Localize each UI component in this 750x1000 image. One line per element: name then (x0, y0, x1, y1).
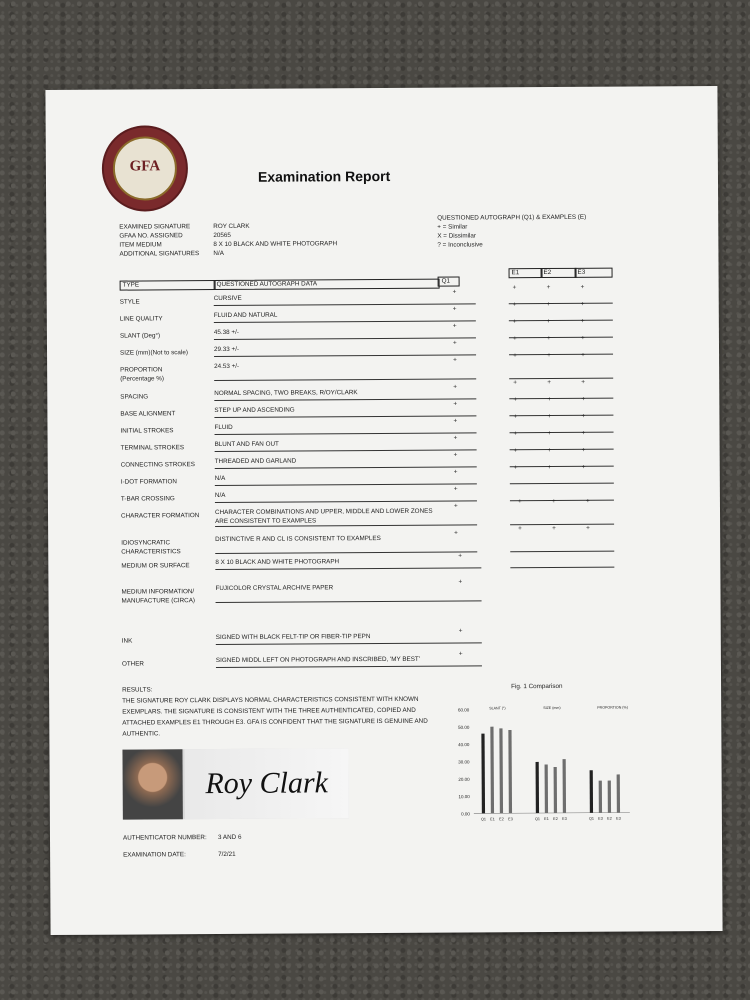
y-tick-label: 30.00 (458, 759, 470, 765)
report-page (45, 86, 722, 935)
row-underline (215, 567, 481, 570)
legend-dissimilar: X = Dissimilar (437, 232, 477, 240)
portrait-image (122, 749, 182, 819)
example-mark: + (518, 525, 522, 533)
example-mark: + (552, 524, 556, 532)
row-underline (214, 398, 476, 401)
row-value: FLUID AND NATURAL (213, 311, 278, 320)
row-label: MANUFACTURE (CIRCA) (121, 597, 196, 605)
q1-mark: + (453, 468, 458, 476)
row-value: N/A (214, 491, 226, 500)
example-mark: + (581, 351, 585, 359)
example-mark: + (581, 412, 586, 420)
bar (563, 759, 567, 813)
row-value: SIGNED MIDDL LEFT ON PHOTOGRAPH AND INSCRIBED, 'MY BEST' (215, 655, 420, 665)
example-underline (510, 483, 614, 485)
header-label: ADDITIONAL SIGNATURES (119, 250, 200, 258)
example-mark: + (581, 446, 586, 454)
example-mark: + (581, 463, 586, 471)
row-value: SIGNED WITH BLACK FELT-TIP OR FIBER-TIP PEPN (215, 633, 371, 642)
example-mark: + (580, 300, 585, 308)
row-label: INITIAL STROKES (120, 427, 174, 435)
example-underline (509, 303, 613, 305)
row-underline (214, 354, 476, 357)
e2-header: E2 (543, 268, 552, 277)
x-tick-label: E3 (598, 816, 603, 821)
example-mark: + (546, 317, 551, 326)
results-line: ATTACHED EXAMPLES E1 THROUGH E3. GFA IS CONFIDENT THAT THE SIGNATURE IS GENUINE AND (122, 717, 428, 727)
example-underline (510, 551, 614, 553)
header-value: ROY CLARK (213, 222, 250, 231)
row-value: CHARACTER COMBINATIONS AND UPPER, MIDDLE AND LOWER ZONES (214, 507, 433, 517)
row-underline (214, 415, 476, 418)
example-mark: + (513, 447, 518, 455)
example-mark: + (547, 463, 552, 471)
e3-header: E3 (577, 268, 586, 276)
comparison-chart (439, 698, 635, 839)
e1-header-cell (509, 268, 543, 278)
row-value: STEP UP AND ASCENDING (214, 406, 295, 415)
e1-header: E1 (511, 269, 520, 277)
q1-header: Q1 (441, 277, 451, 285)
exam-date-label: EXAMINATION DATE: (123, 851, 186, 859)
bar (545, 764, 548, 813)
header-label: ITEM MEDIUM (119, 241, 162, 249)
example-mark: + (513, 352, 517, 360)
example-underline (510, 524, 614, 526)
group-label: PROPORTION (%) (597, 705, 628, 710)
bar (536, 762, 540, 813)
example-mark: + (547, 412, 552, 420)
example-mark: + (513, 430, 518, 438)
example-underline (509, 337, 613, 339)
q1-mark: + (452, 305, 457, 313)
q1-mark: + (452, 339, 457, 347)
example-mark: + (581, 429, 586, 437)
authenticator-value: 3 AND 6 (217, 833, 242, 842)
x-tick-label: E1 (490, 817, 495, 822)
example-mark: + (513, 413, 518, 421)
y-tick-label: 20.00 (458, 776, 470, 782)
row-value: 29.33 +/- (213, 345, 240, 354)
q1-mark: + (453, 434, 458, 442)
q1-header-cell (438, 277, 460, 287)
row-underline (215, 432, 477, 435)
q1-mark: + (453, 485, 458, 493)
results-line: THE SIGNATURE ROY CLARK DISPLAYS NORMAL CHARACTERISTICS CONSISTENT WITH KNOWN (122, 695, 419, 705)
group-label: SIZE (mm) (543, 705, 561, 711)
chart-title: Fig. 1 Comparison (511, 682, 563, 691)
row-value: FLUID (214, 423, 233, 432)
bar (617, 774, 620, 812)
row-value: THREADED AND GARLAND (214, 457, 297, 466)
row-underline (215, 466, 477, 469)
x-tick-label: E2 (499, 817, 504, 822)
legend-title: QUESTIONED AUTOGRAPH (Q1) & EXAMPLES (E) (437, 213, 587, 222)
x-tick-label: Q1 (588, 816, 595, 821)
q1-mark: + (453, 400, 458, 408)
x-tick-label: Q1 (480, 817, 487, 822)
example-mark: + (581, 395, 586, 403)
row-label: SLANT (Deg°) (119, 332, 161, 340)
row-label: CONNECTING STROKES (120, 461, 195, 469)
q1-mark: + (454, 529, 458, 537)
row-value: NORMAL SPACING, TWO BREAKS, R/OY/CLARK (214, 389, 358, 398)
row-label: MEDIUM OR SURFACE (121, 562, 190, 570)
q1-mark: + (458, 578, 463, 586)
example-mark: + (580, 317, 585, 325)
example-mark: + (513, 464, 518, 472)
q1-mark: + (458, 627, 463, 635)
bar (481, 734, 485, 814)
q1-mark: + (453, 451, 458, 459)
q1-mark: + (458, 650, 463, 658)
seal-text: GFA (129, 158, 161, 175)
data-header: QUESTIONED AUTOGRAPH DATA (216, 280, 318, 289)
y-tick-label: 0.00 (461, 811, 470, 817)
bar (599, 781, 602, 813)
row-value: 45.38 +/- (213, 328, 239, 337)
header-value: N/A (213, 249, 224, 258)
x-tick-label: Q1 (534, 817, 541, 822)
x-tick-label: E3 (508, 817, 513, 822)
row-label: STYLE (119, 298, 140, 306)
example-mark: + (547, 429, 552, 437)
authenticator-label: AUTHENTICATOR NUMBER: (122, 834, 207, 842)
example-mark: + (546, 334, 551, 343)
row-value: 8 X 10 BLACK AND WHITE PHOTOGRAPH (215, 558, 340, 567)
row-label: (Percentage %) (120, 375, 164, 383)
report-title: Examination Report (257, 167, 391, 185)
row-label: SPACING (120, 393, 149, 401)
row-label: BASE ALIGNMENT (120, 410, 176, 418)
header-value: 20565 (213, 231, 231, 240)
row-underline (216, 642, 482, 645)
row-label: IDIOSYNCRATIC (121, 539, 171, 547)
row-underline (215, 551, 477, 554)
header-label: GFAA NO. ASSIGNED (119, 232, 183, 240)
example-mark: + (546, 283, 551, 292)
row-label: MEDIUM INFORMATION/ (121, 588, 195, 596)
q1-mark: + (453, 502, 458, 510)
exam-date-value: 7/2/21 (218, 850, 236, 859)
row-label: LINE QUALITY (119, 315, 163, 323)
bar (490, 727, 494, 814)
row-underline (215, 483, 477, 486)
x-tick-label: E3 (562, 816, 567, 821)
type-header-cell (120, 280, 216, 291)
y-tick-label: 50.00 (458, 724, 470, 730)
row-underline (215, 524, 477, 527)
example-mark: + (581, 378, 586, 386)
x-tick-label: E2 (607, 816, 612, 821)
row-underline (215, 449, 477, 452)
example-mark: + (513, 396, 518, 404)
row-value: CURSIVE (213, 294, 242, 303)
row-value: BLUNT AND FAN OUT (214, 440, 279, 449)
row-underline (216, 600, 482, 603)
q1-mark: + (453, 356, 457, 364)
bar (508, 730, 512, 813)
example-mark: + (551, 497, 556, 505)
row-underline (216, 665, 482, 668)
row-value: N/A (214, 474, 226, 483)
example-mark: + (512, 301, 517, 309)
x-tick-label: E1 (544, 816, 549, 822)
example-mark: + (580, 334, 585, 342)
x-tick-label: E3 (616, 816, 621, 821)
q1-mark: + (453, 383, 458, 391)
seal-inner (113, 136, 177, 200)
row-underline (214, 378, 476, 381)
example-mark: + (547, 351, 551, 360)
header-label: EXAMINED SIGNATURE (119, 223, 191, 231)
results-heading: RESULTS: (122, 686, 153, 694)
example-underline (509, 398, 613, 400)
example-mark: + (547, 446, 552, 454)
example-underline (510, 432, 614, 434)
row-value: FUJICOLOR CRYSTAL ARCHIVE PAPER (215, 584, 334, 593)
row-value: ARE CONSISTENT TO EXAMPLES (215, 517, 317, 526)
row-label: INK (121, 637, 133, 645)
row-underline (215, 500, 477, 503)
y-tick-label: 60.00 (457, 707, 470, 713)
q1-mark: + (452, 288, 457, 296)
row-label: CHARACTER FORMATION (121, 512, 200, 520)
bar (499, 728, 503, 813)
example-underline (509, 378, 613, 380)
data-header-cell (214, 279, 440, 290)
example-mark: + (517, 498, 522, 506)
results-line: EXEMPLARS. THE SIGNATURE IS CONSISTENT WITH THE THREE AUTHENTICATED, COPIED AND (122, 706, 416, 716)
example-mark: + (546, 300, 551, 309)
row-value: DISTINCTIVE R AND CL IS CONSISTENT TO EXAMPLES (215, 535, 381, 544)
example-mark: + (580, 283, 585, 291)
q1-mark: + (453, 417, 458, 425)
q1-mark: + (452, 322, 457, 330)
bar (608, 781, 611, 813)
example-underline (509, 354, 613, 356)
bar (554, 767, 557, 813)
y-tick-label: 10.00 (458, 794, 470, 800)
header-value: 8 X 10 BLACK AND WHITE PHOTOGRAPH (213, 240, 338, 249)
x-tick-label: E2 (553, 816, 558, 821)
row-label: OTHER (121, 660, 145, 668)
legend-inconclusive: ? = Inconclusive (437, 241, 483, 249)
row-label: I-DOT FORMATION (120, 478, 177, 486)
example-mark: + (512, 318, 517, 326)
row-underline (214, 320, 476, 323)
row-label: PROPORTION (120, 366, 163, 374)
gfa-seal-logo (102, 125, 189, 212)
example-mark: + (586, 524, 590, 532)
y-tick-label: 40.00 (458, 742, 470, 748)
example-underline (509, 320, 613, 322)
signed-photo-image (122, 748, 348, 819)
example-underline (510, 500, 614, 502)
row-label: TERMINAL STROKES (120, 444, 185, 452)
example-mark: + (547, 378, 552, 387)
autograph-signature: Roy Clark (184, 748, 348, 819)
example-mark: + (512, 284, 517, 292)
example-mark: + (512, 335, 517, 343)
row-underline (214, 337, 476, 340)
bar (590, 770, 593, 812)
row-underline (214, 303, 476, 306)
row-label: T-BAR CROSSING (120, 495, 175, 503)
e2-header-cell (541, 268, 577, 278)
example-mark: + (547, 395, 552, 404)
type-header: TYPE (122, 281, 140, 289)
example-underline (510, 466, 614, 468)
example-underline (509, 415, 613, 417)
example-underline (510, 567, 614, 569)
q1-mark: + (458, 552, 463, 560)
legend-similar: + = Similar (437, 223, 468, 231)
e3-header-cell (575, 268, 613, 278)
row-label: SIZE (mm)(Not to scale) (120, 349, 188, 357)
row-value: 24.53 +/- (214, 362, 240, 371)
example-mark: + (585, 497, 590, 505)
row-label: CHARACTERISTICS (121, 548, 181, 556)
group-label: SLANT (°) (489, 706, 506, 711)
example-mark: + (513, 379, 518, 387)
example-underline (510, 449, 614, 451)
x-axis (474, 813, 630, 814)
results-line: AUTHENTIC. (122, 730, 161, 738)
